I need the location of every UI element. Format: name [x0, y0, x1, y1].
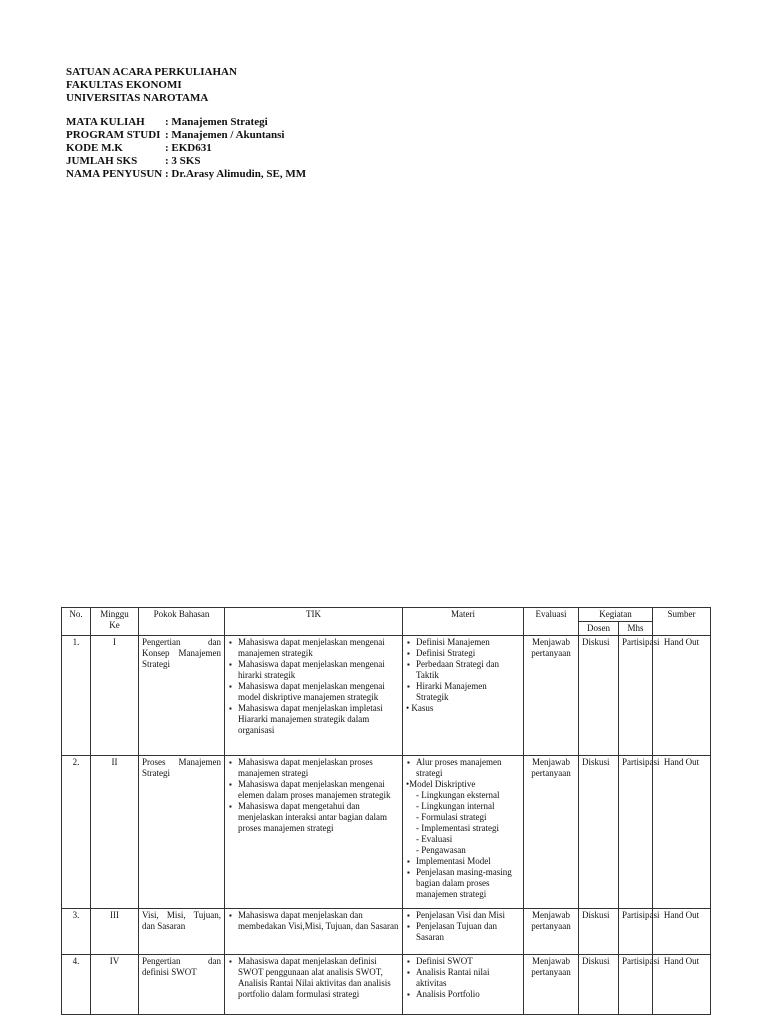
- cell-pokok: Pengertian dan Konsep Manajemen Strategi: [139, 636, 225, 756]
- cell-no: 1.: [62, 636, 91, 756]
- list-item: ▪ Penjelasan masing-masing bagian dalam proses manajemen strategi: [416, 867, 520, 900]
- cell-mhs: Partisipasi: [619, 636, 653, 756]
- list-item: ▪ Mahasiswa dapat menjelaskan mengenai manajemen strategik: [238, 637, 399, 659]
- course-info: [66, 116, 306, 181]
- cell-evaluasi: Menjawab pertanyaan: [524, 636, 579, 756]
- cell-sumber: Hand Out: [653, 909, 711, 955]
- list-item: ▪ Mahasiswa dapat menjelaskan impletasi Hiararki manajemen strategik dalam organisasi: [238, 703, 399, 736]
- cell-pokok: Pengertian dan definisi SWOT: [139, 955, 225, 1015]
- cell-materi: [403, 955, 524, 1015]
- col-materi: Materi: [403, 608, 524, 636]
- col-pokok: Pokok Bahasan: [139, 608, 225, 636]
- cell-evaluasi: Menjawab pertanyaan: [524, 955, 579, 1015]
- cell-dosen: Diskusi: [579, 636, 619, 756]
- lecture-plan-table: [61, 607, 711, 1015]
- materi-extra: • Kasus: [406, 703, 434, 713]
- list-item: ▪ Definisi SWOT: [416, 956, 520, 967]
- materi-subitem: - Lingkungan internal: [416, 801, 495, 811]
- cell-dosen: Diskusi: [579, 909, 619, 955]
- cell-tik: [225, 955, 403, 1015]
- list-item: ▪ Mahasiswa dapat menjelaskan definisi SWOT penggunaan alat analisis SWOT, Analisis Rantai Nilai aktivitas dan analisis portfolio dalam formulasi strategi: [238, 956, 399, 1000]
- cell-mhs: Partisipasi: [619, 955, 653, 1015]
- cell-no: 4.: [62, 955, 91, 1015]
- cell-sumber: Hand Out: [653, 756, 711, 909]
- col-kegiatan: Kegiatan: [579, 608, 653, 622]
- list-item: ▪ Penjelasan Tujuan dan Sasaran: [416, 921, 520, 943]
- list-item: ▪ Mahasiswa dapat menjelaskan mengenai model diskriptive manajemen strategik: [238, 681, 399, 703]
- list-item: ▪ Analisis Portfolio: [416, 989, 520, 1000]
- materi-subitem: - Pengawasan: [416, 845, 466, 855]
- cell-minggu: III: [91, 909, 139, 955]
- cell-pokok: Proses Manajemen Strategi: [139, 756, 225, 909]
- list-item: ▪ Mahasiswa dapat menjelaskan mengenai hirarki strategik: [238, 659, 399, 681]
- list-item: ▪ Implementasi Model: [416, 856, 520, 867]
- cell-sumber: Hand Out: [653, 636, 711, 756]
- list-item: ▪ Alur proses manajemen strategi: [416, 757, 520, 779]
- cell-mhs: Partisipasi: [619, 909, 653, 955]
- table-row: [62, 955, 711, 1015]
- materi-model: •Model Diskriptive: [406, 779, 476, 789]
- cell-minggu: I: [91, 636, 139, 756]
- cell-materi: [403, 756, 524, 909]
- col-evaluasi: Evaluasi: [524, 608, 579, 636]
- course-info-row: MATA KULIAH : Manajemen Strategi: [66, 116, 268, 128]
- cell-minggu: IV: [91, 955, 139, 1015]
- list-item: ▪ Perbedaan Strategi dan Taktik: [416, 659, 520, 681]
- table-row: [62, 909, 711, 955]
- materi-subitem: - Evaluasi: [416, 834, 453, 844]
- col-sumber: Sumber: [653, 608, 711, 636]
- cell-tik: [225, 756, 403, 909]
- cell-pokok: Visi, Misi, Tujuan, dan Sasaran: [139, 909, 225, 955]
- col-mhs: Mhs: [619, 622, 653, 636]
- table-header-row: [62, 608, 711, 622]
- cell-materi: [403, 636, 524, 756]
- cell-dosen: Diskusi: [579, 756, 619, 909]
- col-no: No.: [62, 608, 91, 636]
- cell-tik: [225, 636, 403, 756]
- list-item: ▪ Definisi Manajemen: [416, 637, 520, 648]
- course-info-row: KODE M.K : EKD631: [66, 142, 212, 154]
- list-item: ▪ Penjelasan Visi dan Misi: [416, 910, 520, 921]
- cell-evaluasi: Menjawab pertanyaan: [524, 756, 579, 909]
- list-item: ▪ Mahasiswa dapat mengetahui dan menjelaskan interaksi antar bagian dalam proses manajemen strategi: [238, 801, 399, 834]
- materi-subitem: - Lingkungan eksternal: [416, 790, 500, 800]
- cell-materi: [403, 909, 524, 955]
- header-title: SATUAN ACARA PERKULIAHAN: [66, 66, 237, 78]
- cell-no: 3.: [62, 909, 91, 955]
- course-info-row: NAMA PENYUSUN : Dr.Arasy Alimudin, SE, MM: [66, 168, 307, 180]
- list-item: ▪ Mahasiswa dapat menjelaskan dan membedakan Visi,Misi, Tujuan, dan Sasaran: [238, 910, 399, 932]
- cell-no: 2.: [62, 756, 91, 909]
- cell-sumber: Hand Out: [653, 955, 711, 1015]
- col-minggu: Minggu Ke: [91, 608, 139, 636]
- materi-subitem: - Formulasi strategi: [416, 812, 487, 822]
- course-info-row: PROGRAM STUDI : Manajemen / Akuntansi: [66, 129, 285, 141]
- header-university: UNIVERSITAS NAROTAMA: [66, 92, 209, 104]
- list-item: ▪ Definisi Strategi: [416, 648, 520, 659]
- document-header: [66, 66, 237, 105]
- list-item: ▪ Analisis Rantai nilai aktivitas: [416, 967, 520, 989]
- cell-dosen: Diskusi: [579, 955, 619, 1015]
- header-faculty: FAKULTAS EKONOMI: [66, 79, 182, 91]
- table-row: [62, 756, 711, 909]
- list-item: ▪ Mahasiswa dapat menjelaskan proses manajemen strategi: [238, 757, 399, 779]
- cell-minggu: II: [91, 756, 139, 909]
- cell-tik: [225, 909, 403, 955]
- cell-evaluasi: Menjawab pertanyaan: [524, 909, 579, 955]
- course-info-row: JUMLAH SKS : 3 SKS: [66, 155, 201, 167]
- cell-mhs: Partisipasi: [619, 756, 653, 909]
- list-item: ▪ Hirarki Manajemen Strategik: [416, 681, 520, 703]
- col-tik: TIK: [225, 608, 403, 636]
- materi-subitem: - Implementasi strategi: [416, 823, 499, 833]
- col-dosen: Dosen: [579, 622, 619, 636]
- list-item: ▪ Mahasiswa dapat menjelaskan mengenai elemen dalam proses manajemen strategik: [238, 779, 399, 801]
- table-row: [62, 636, 711, 756]
